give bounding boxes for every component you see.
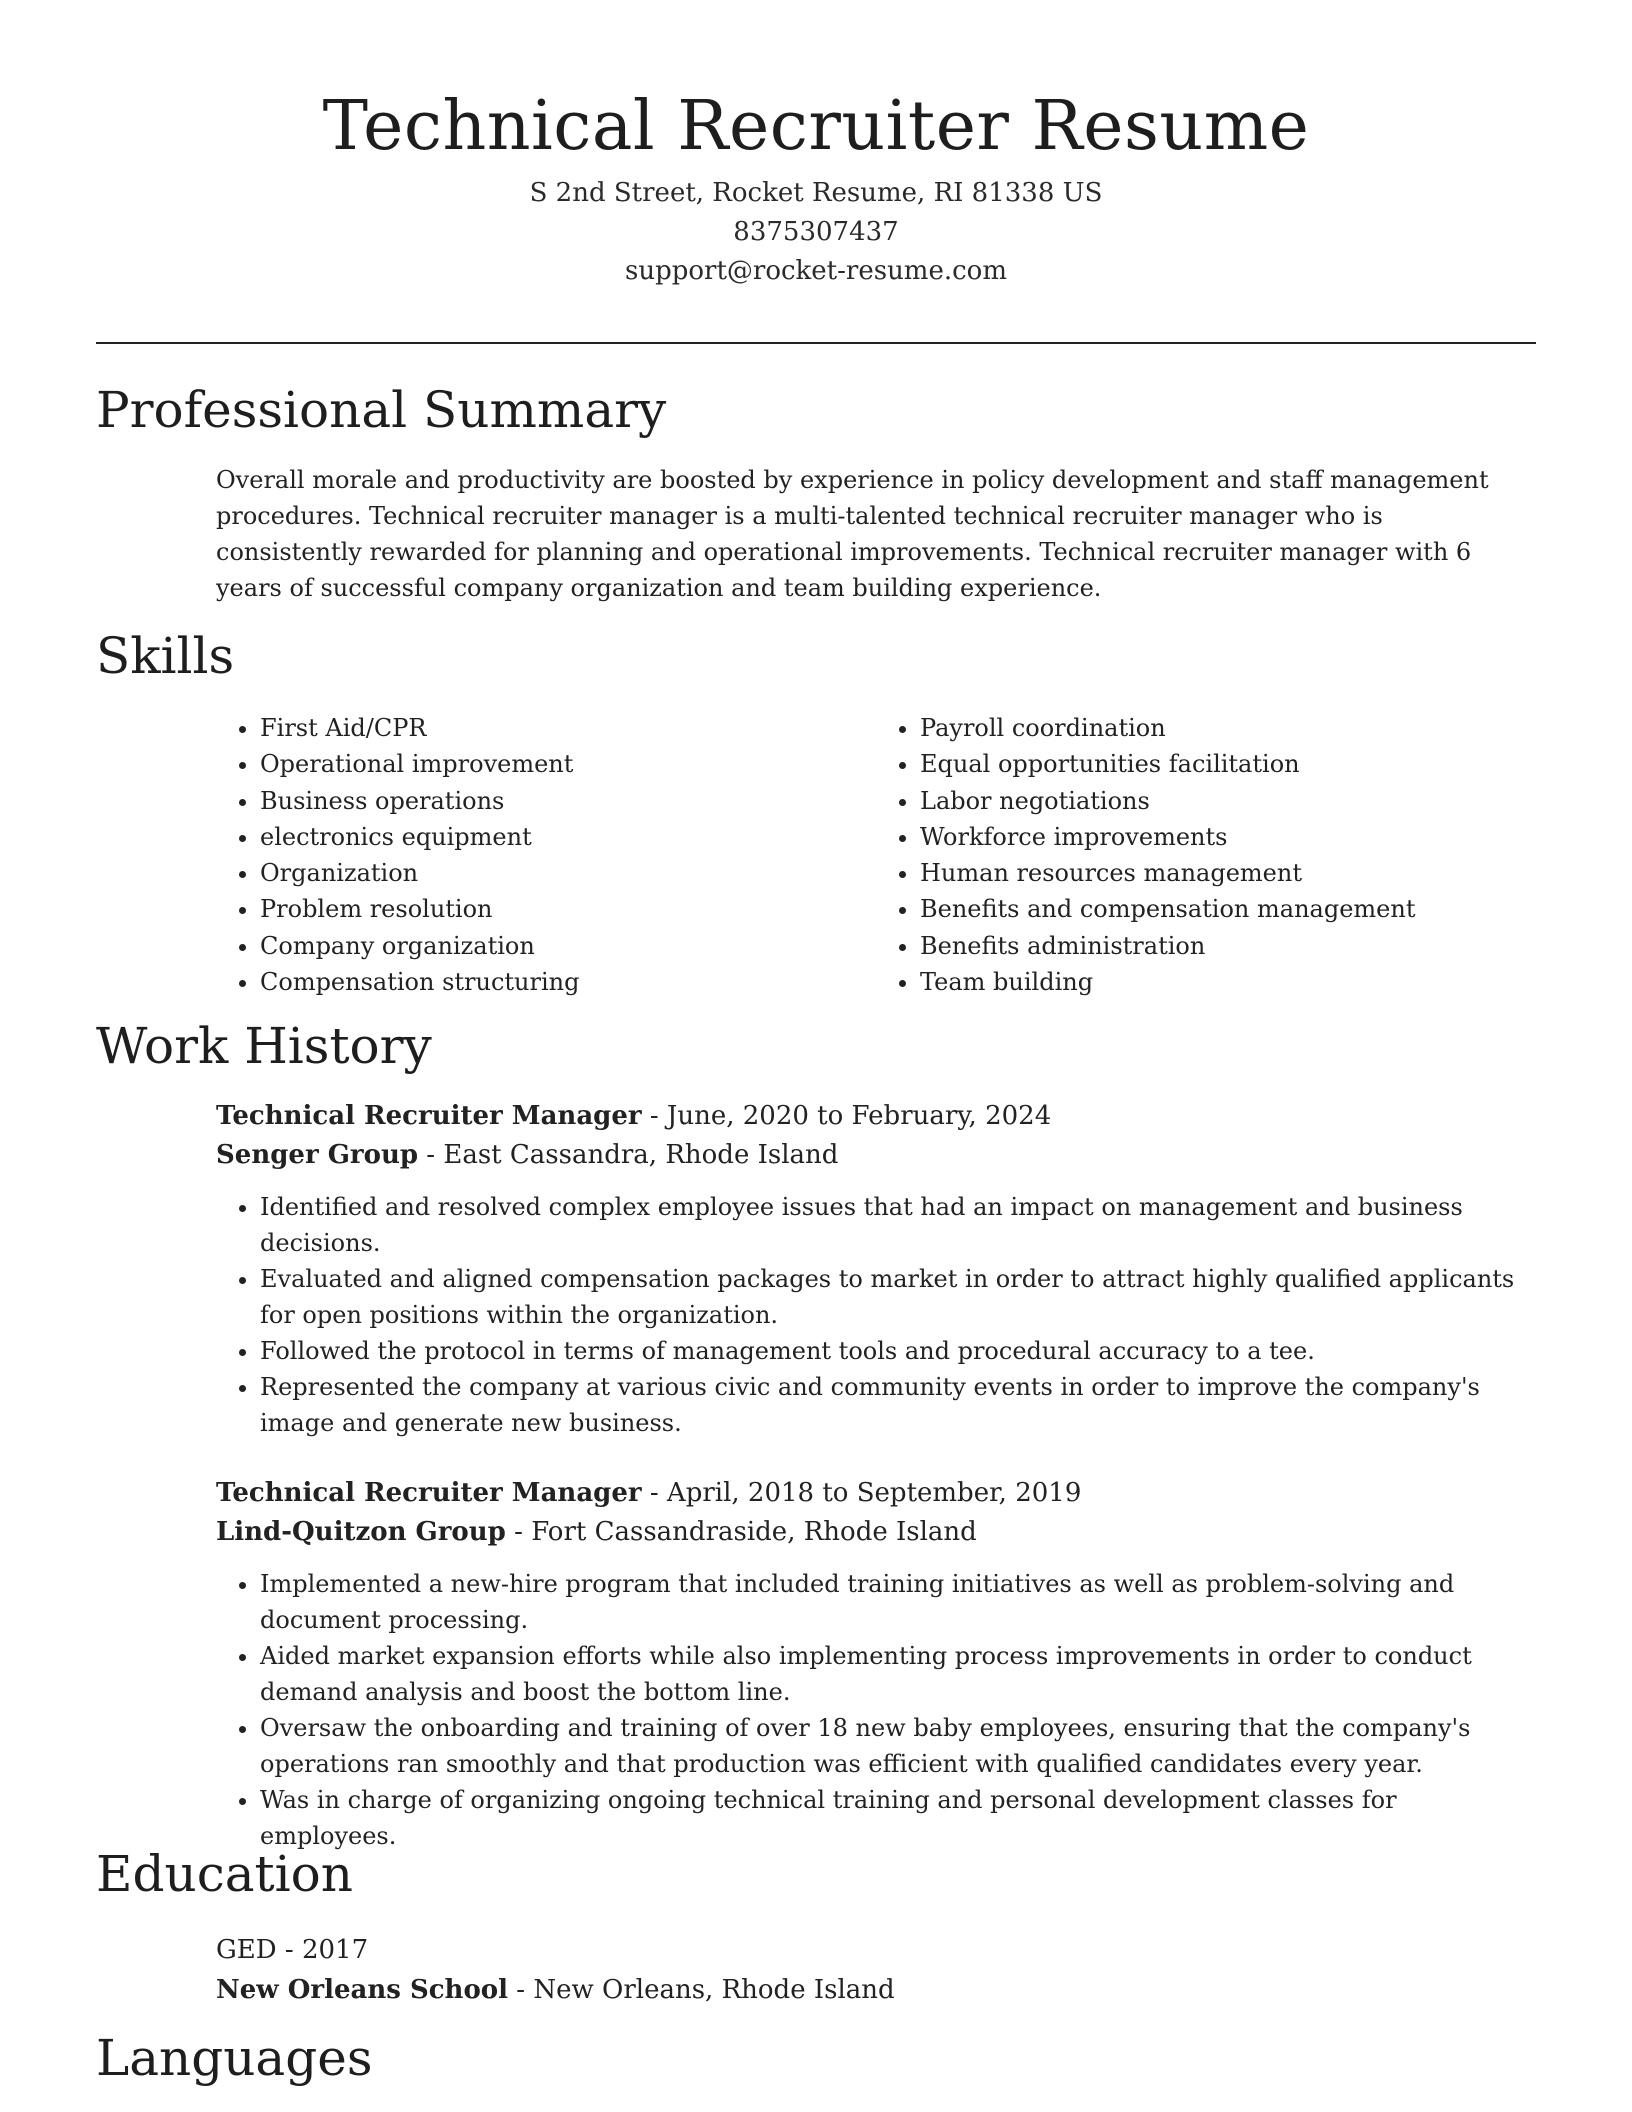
- job-bullets: [216, 1566, 1536, 1854]
- skill-item: • Benefits administration: [920, 928, 1536, 964]
- job-bullet: • Followed the protocol in terms of management tools and procedural accuracy to a tee.: [260, 1333, 1536, 1369]
- skill-item: • Compensation structuring: [260, 964, 876, 1000]
- skill-item: • Benefits and compensation management: [920, 891, 1536, 927]
- separator: -: [418, 1140, 444, 1170]
- skill-item: • Human resources management: [920, 855, 1536, 891]
- skill-item: • Equal opportunities facilitation: [920, 746, 1536, 782]
- skill-item: • Team building: [920, 964, 1536, 1000]
- education-location: New Orleans, Rhode Island: [533, 1975, 895, 2005]
- education-degree-line: [216, 1930, 1536, 1970]
- section-title-skills: Skills: [96, 627, 235, 685]
- separator: -: [641, 1478, 667, 1508]
- job-bullet: • Was in charge of organizing ongoing technical training and personal development classes for employees.: [260, 1782, 1536, 1854]
- job-bullet: • Oversaw the onboarding and training of over 18 new baby employees, ensuring that the company's operations ran smoothly and that production was efficient with qualified candidates every year.: [260, 1710, 1536, 1782]
- skill-item: • Labor negotiations: [920, 783, 1536, 819]
- education-year: 2017: [301, 1935, 369, 1965]
- job-location: East Cassandra, Rhode Island: [443, 1140, 839, 1170]
- address: S 2nd Street, Rocket Resume, RI 81338 US: [529, 178, 1103, 208]
- skill-item: • Problem resolution: [260, 891, 876, 927]
- job-bullet: • Aided market expansion efforts while also implementing process improvements in order to conduct demand analysis and boost the bottom line.: [260, 1638, 1536, 1710]
- skills-column-right: [876, 710, 1536, 1000]
- job-bullet: • Represented the company at various civic and community events in order to improve the company's image and generate new business.: [260, 1369, 1536, 1441]
- education-degree: GED: [216, 1935, 277, 1965]
- separator: -: [505, 1517, 532, 1547]
- phone: 8375307437: [733, 217, 899, 247]
- job-entry: [216, 1474, 1536, 1854]
- skills-list: [216, 710, 1536, 1000]
- section-title-summary: Professional Summary: [96, 381, 667, 439]
- skill-item: • First Aid/CPR: [260, 710, 876, 746]
- job-company-line: [216, 1513, 1536, 1552]
- section-title-languages: Languages: [96, 2029, 373, 2087]
- job-bullet: • Evaluated and aligned compensation packages to market in order to attract highly qualified applicants for open positions within the organization.: [260, 1261, 1536, 1333]
- resume-title: Technical Recruiter Resume: [322, 87, 1310, 166]
- email: support@rocket-resume.com: [624, 256, 1007, 286]
- skills-column-left: [216, 710, 876, 1000]
- job-role: Technical Recruiter Manager: [216, 1101, 642, 1131]
- section-title-education: Education: [96, 1845, 353, 1903]
- resume-header: [0, 84, 1632, 291]
- summary-text: Overall morale and productivity are boosted by experience in policy development and staff management procedures. Technical recruiter manager is a multi-talented technical recruiter manager who is consistently rewarded for planning and operational improvements. Technical recruiter manager with 6 years of successful company organization and team building experience.: [216, 466, 1489, 602]
- skill-item: • Operational improvement: [260, 746, 876, 782]
- header-divider: [96, 342, 1536, 344]
- separator: -: [641, 1101, 667, 1131]
- job-bullet: • Implemented a new-hire program that included training initiatives as well as problem-solving and document processing.: [260, 1566, 1536, 1638]
- job-role: Technical Recruiter Manager: [216, 1478, 642, 1508]
- contact-info: [0, 174, 1632, 291]
- job-dates: April, 2018 to September, 2019: [666, 1478, 1082, 1508]
- job-company: Lind-Quitzon Group: [216, 1517, 506, 1547]
- education-school: New Orleans School: [216, 1975, 509, 2005]
- skill-item: • Payroll coordination: [920, 710, 1536, 746]
- skill-item: • Workforce improvements: [920, 819, 1536, 855]
- job-title-line: [216, 1474, 1536, 1513]
- skill-item: • Company organization: [260, 928, 876, 964]
- education-entry: [216, 1930, 1536, 2010]
- job-bullet: • Identified and resolved complex employee issues that had an impact on management and business decisions.: [260, 1189, 1536, 1261]
- job-bullets: [216, 1189, 1536, 1441]
- job-company-line: [216, 1136, 1536, 1175]
- job-company: Senger Group: [216, 1140, 419, 1170]
- separator: -: [276, 1935, 302, 1965]
- job-entry: [216, 1097, 1536, 1441]
- job-location: Fort Cassandraside, Rhode Island: [531, 1517, 977, 1547]
- skill-item: • Organization: [260, 855, 876, 891]
- job-title-line: [216, 1097, 1536, 1136]
- section-title-work-history: Work History: [96, 1017, 432, 1075]
- skill-item: • electronics equipment: [260, 819, 876, 855]
- job-dates: June, 2020 to February, 2024: [666, 1101, 1052, 1131]
- separator: -: [508, 1975, 534, 2005]
- education-school-line: [216, 1970, 1536, 2010]
- skill-item: • Business operations: [260, 783, 876, 819]
